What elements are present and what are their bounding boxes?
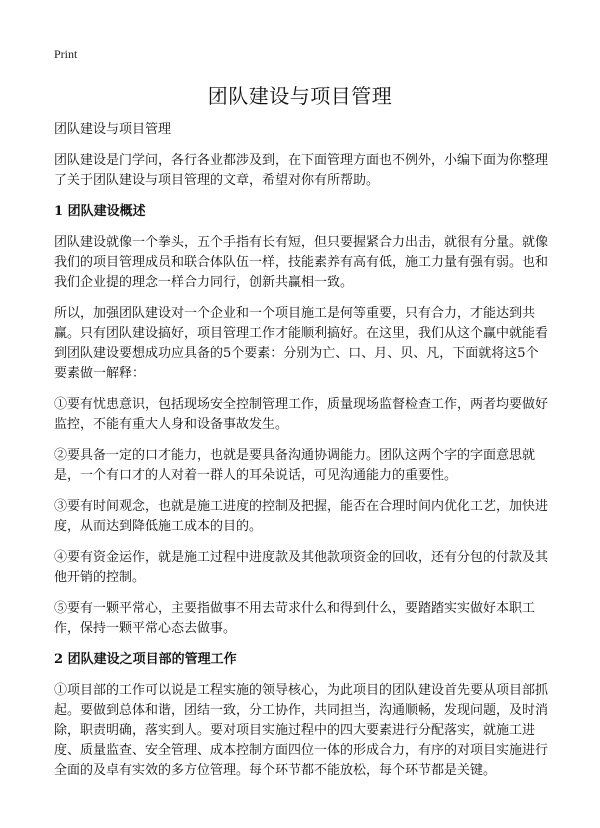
- section1-paragraph: ②要具备一定的口才能力，也就是要具备沟通协调能力。团队这两个字的字面意思就是，一个有口才的人对着一群人的耳朵说话，可见沟通能力的重要性。: [54, 448, 536, 483]
- article-body: [54, 120, 548, 792]
- section1-paragraph: ①要有忧患意识，包括现场安全控制管理工作，质量现场监督检查工作，两者均要做好监控，不能有重大人身和设备事故发生。: [54, 397, 549, 432]
- section2-paragraph: ①项目部的工作可以说是工程实施的领导核心，为此项目的团队建设首先要从项目部抓起。要做到总体和谐，团结一致，分工协作，共同担当，沟通顺畅，发现问题，及时消除，职责明确，落实到人。要对项目实施过程中的四大要素进行分配落实，就施工进度、质量监查、安全管理、成本控制方面四位一体的形成合力，有序的对项目实施进行全面的及卓有实效的多方位管理。每个环节都不能放松，每个环节都是关键。: [54, 683, 549, 778]
- section-heading-1: 1 团队建设概述: [54, 204, 146, 219]
- section1-paragraph: 团队建设就像一个拳头，五个手指有长有短，但只要握紧合力出击，就很有分量。就像我们的项目管理成员和联合体队伍一样，技能素养有高有低，施工力量有强有弱。也和我们企业提的理念一样合力同行，创新共赢相一致。: [54, 235, 549, 290]
- section1-paragraph: ⑤要有一颗平常心，主要指做事不用去苛求什么和得到什么，要踏踏实实做好本职工作，保持一颗平常心态去做事。: [54, 601, 536, 636]
- page-title: 团队建设与项目管理: [207, 84, 393, 108]
- section-heading-2: 2 团队建设之项目部的管理工作: [54, 652, 237, 667]
- section1-paragraph: ④要有资金运作，就是施工过程中进度款及其他款项资金的回收，还有分包的付款及其他开销的控制。: [54, 550, 549, 585]
- section1-paragraph: 所以，加强团队建设对一个企业和一个项目施工是何等重要，只有合力，才能达到共赢。只有团队建设搞好，项目管理工作才能顺利搞好。在这里，我们从这个赢中就能看到团队建设要想成功应具备的5个要素：分别为亡、口、月、贝、凡，下面就将这5个要素做一解释：: [54, 306, 549, 381]
- intro-paragraph: 团队建设是门学问，各行各业都涉及到，在下面管理方面也不例外，小编下面为你整理了关于团队建设与项目管理的文章，希望对你有所帮助。: [54, 153, 549, 188]
- article-subtitle: 团队建设与项目管理: [54, 122, 172, 137]
- print-link[interactable]: Print: [54, 47, 78, 61]
- section1-paragraph: ③要有时间观念，也就是施工进度的控制及把握，能否在合理时间内优化工艺，加快进度，从而达到降低施工成本的目的。: [54, 499, 549, 534]
